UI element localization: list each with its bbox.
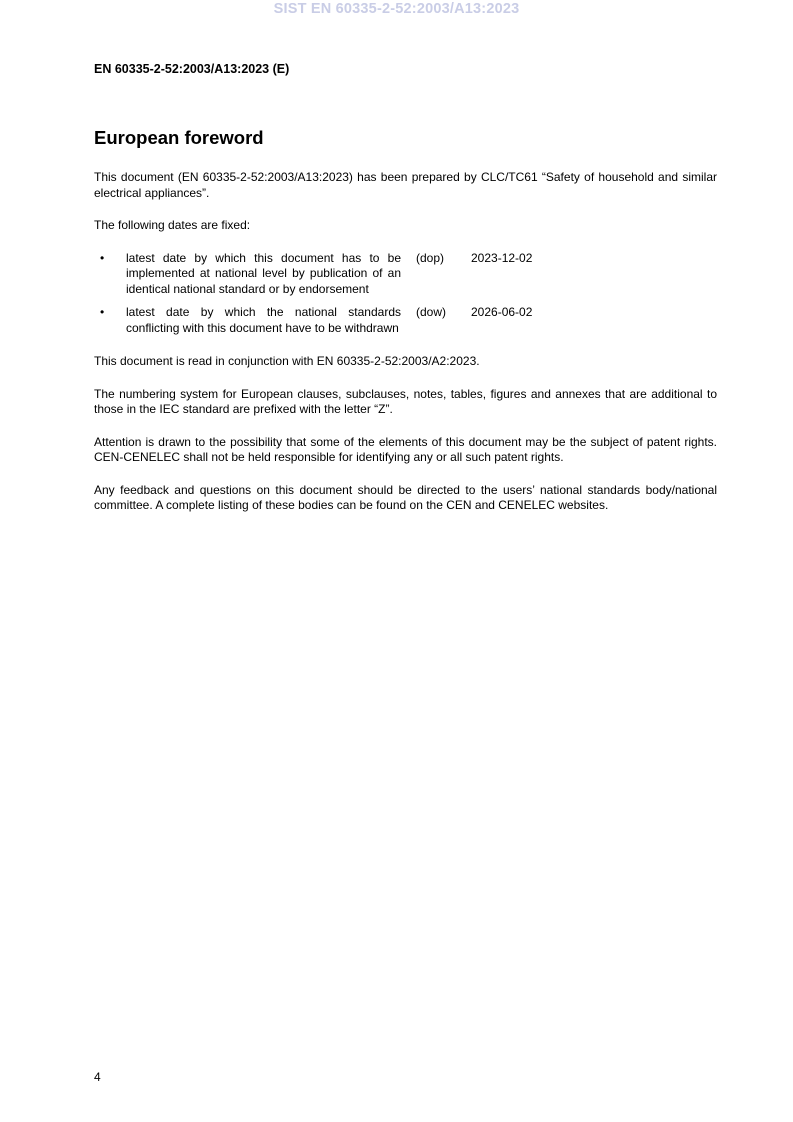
conjunction-paragraph: This document is read in conjunction with EN 60335-2-52:2003/A2:2023. — [94, 354, 480, 368]
section-title: European foreword — [94, 127, 264, 148]
date-value: 2023-12-02 — [471, 250, 533, 265]
date-description: latest date by which the national standards conflicting with this document have to be withdrawn — [126, 305, 401, 335]
date-description: latest date by which this document has to be implemented at national level by publication of an identical national standard or by endorsement — [126, 250, 401, 296]
feedback-paragraph: Any feedback and questions on this document should be directed to the users’ national standards body/national committee. A complete listing of these bodies can be found on the CEN and CENELEC websites. — [94, 482, 717, 512]
bullet: • — [100, 305, 105, 319]
date-item-dop — [94, 251, 717, 298]
date-code: (dop) — [416, 250, 445, 265]
patent-paragraph: Attention is drawn to the possibility that some of the elements of this document may be the subject of patent rights. CEN-CENELEC shall not be held responsible for identifying any or all such patent rights. — [94, 434, 717, 464]
dates-list — [94, 251, 717, 337]
foreword-body — [94, 170, 717, 531]
page-number: 4 — [94, 1070, 101, 1084]
date-code: (dow) — [416, 305, 447, 319]
bullet: • — [100, 250, 105, 265]
intro-paragraph: This document (EN 60335-2-52:2003/A13:2023) has been prepared by CLC/TC61 “Safety of household and similar electrical appliances”. — [94, 170, 717, 200]
date-item-dow — [94, 305, 717, 336]
numbering-paragraph: The numbering system for European clauses, subclauses, notes, tables, figures and annexes that are additional to those in the IEC standard are prefixed with the letter “Z”. — [94, 386, 717, 416]
dates-fixed-paragraph: The following dates are fixed: — [94, 218, 251, 232]
document-id-header: EN 60335-2-52:2003/A13:2023 (E) — [94, 62, 290, 76]
date-value: 2026-06-02 — [471, 305, 533, 319]
watermark: SIST EN 60335-2-52:2003/A13:2023 — [273, 1, 520, 17]
